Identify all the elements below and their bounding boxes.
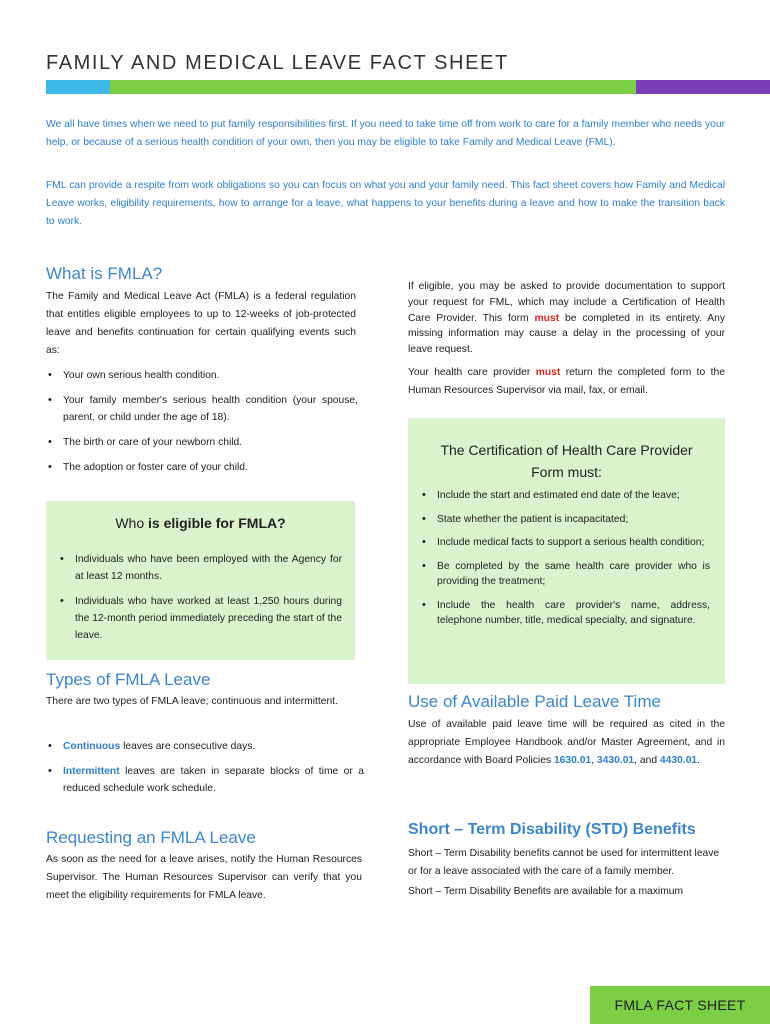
types-heading: Types of FMLA Leave <box>46 670 211 689</box>
list-item: • Include medical facts to support a serious health condition; <box>420 535 710 551</box>
what-is-fmla-body: The Family and Medical Leave Act (FMLA) is a federal regulation that entitles eligible employees to up to 12-weeks of job-protected leave and benefits continuation for certain qualifying events such as: <box>46 291 356 356</box>
return-text: return the completed form to the Human Resources Supervisor via mail, fax, or email. <box>408 367 725 396</box>
paid-leave-heading: Use of Available Paid Leave Time <box>408 692 661 711</box>
eligibility-list <box>58 551 342 652</box>
qualifying-events-list <box>46 367 358 484</box>
eligibility-box <box>46 501 355 660</box>
list-item: • The adoption or foster care of your child. <box>46 459 358 476</box>
list-item <box>46 763 364 797</box>
list-item <box>46 738 364 755</box>
requesting-body: As soon as the need for a leave arises, notify the Human Resources Supervisor. The Human Resources Supervisor can verify that you meet the eligibility requirements for FMLA leave. <box>46 854 362 901</box>
list-item: • Include the health care provider's name, address, telephone number, title, medical specialty, and signature. <box>420 598 710 629</box>
documentation-paragraph <box>408 279 725 358</box>
eligibility-heading-prefix: Who <box>115 515 148 531</box>
eligibility-heading <box>46 515 355 531</box>
separator-text: , and <box>634 755 660 766</box>
header-bar-green <box>110 80 636 94</box>
leave-type-term: Intermittent <box>63 766 120 777</box>
board-policy-link[interactable]: 3430.01 <box>596 755 635 766</box>
certification-box <box>408 418 725 684</box>
std-paragraph-2: Short – Term Disability Benefits are available for a maximum <box>408 886 684 897</box>
documentation-text: If eligible, you may be asked to provide documentation to support your request for FML, which may include a Certification of Health Care Provider. This form <box>408 281 725 324</box>
footer-label: FMLA FACT SHEET <box>590 986 770 1024</box>
list-item: • Individuals who have worked at least 1,250 hours during the 12-month period immediately preceding the start of the leave. <box>58 593 342 644</box>
certification-heading-line2: Form must: <box>531 464 602 480</box>
return-text: Your health care provider <box>408 367 536 378</box>
list-item: • Include the start and estimated end date of the leave; <box>420 488 710 504</box>
documentation-text: be completed in its entirety. Any missing information may cause a delay in the processing of your leave request. <box>408 312 725 356</box>
list-item: • Your own serious health condition. <box>46 367 358 384</box>
header-bar-purple <box>636 80 770 94</box>
intro-paragraph-2: FML can provide a respite from work obligations so you can focus on what you and your family need. This fact sheet covers how Family and Medical Leave works, eligibility requirements, how to arrange for a leave, what happens to your benefits during a leave and how to make the transition back to work. <box>46 180 725 227</box>
types-body: There are two types of FMLA leave; continuous and intermittent. <box>46 696 338 707</box>
list-item: • Be completed by the same health care provider who is providing the treatment; <box>420 559 710 590</box>
std-heading: Short – Term Disability (STD) Benefits <box>408 821 696 838</box>
leave-type-desc: leaves are taken in separate blocks of time or a reduced schedule work schedule. <box>63 766 364 794</box>
separator-text: . <box>697 755 701 766</box>
paid-leave-body <box>408 716 725 770</box>
list-item: • State whether the patient is incapacitated; <box>420 512 710 528</box>
leave-type-term: Continuous <box>63 741 121 752</box>
what-is-fmla-heading: What is FMLA? <box>46 264 163 283</box>
separator-text: , <box>591 755 597 766</box>
list-item: • Your family member's serious health condition (your spouse, parent, or child under the age of 18). <box>46 392 358 426</box>
page-title: FAMILY AND MEDICAL LEAVE FACT SHEET <box>46 52 509 74</box>
types-list <box>46 738 364 805</box>
certification-list <box>420 488 710 637</box>
return-form-paragraph <box>408 364 725 400</box>
must-emphasis: must <box>534 312 560 324</box>
paid-leave-text: Use of available paid leave time will be required as cited in the appropriate Employee Handbook and/or Master Agreement, and in accordance with Board Policies <box>408 719 725 766</box>
board-policy-link[interactable]: 1630.01 <box>553 755 592 766</box>
header-bar-cyan <box>46 80 110 94</box>
board-policy-link[interactable]: 4430.01 <box>659 755 698 766</box>
eligibility-heading-bold: is eligible for FMLA? <box>148 515 286 531</box>
requesting-heading: Requesting an FMLA Leave <box>46 828 256 847</box>
intro-paragraph-1: We all have times when we need to put family responsibilities first. If you need to take time off from work to care for a family member who needs your help, or because of a serious health condition of your own, then you may be eligible to take Family and Medical Leave (FML). <box>46 119 725 148</box>
list-item: • The birth or care of your newborn child. <box>46 434 358 451</box>
certification-heading-line1: The Certification of Health Care Provider <box>440 442 693 458</box>
leave-type-desc: leaves are consecutive days. <box>120 741 256 752</box>
certification-heading <box>408 439 725 483</box>
std-paragraph-1: Short – Term Disability benefits cannot be used for intermittent leave or for a leave associated with the care of a family member. <box>408 848 720 877</box>
list-item: • Individuals who have been employed with the Agency for at least 12 months. <box>58 551 342 585</box>
must-emphasis: must <box>535 367 561 378</box>
